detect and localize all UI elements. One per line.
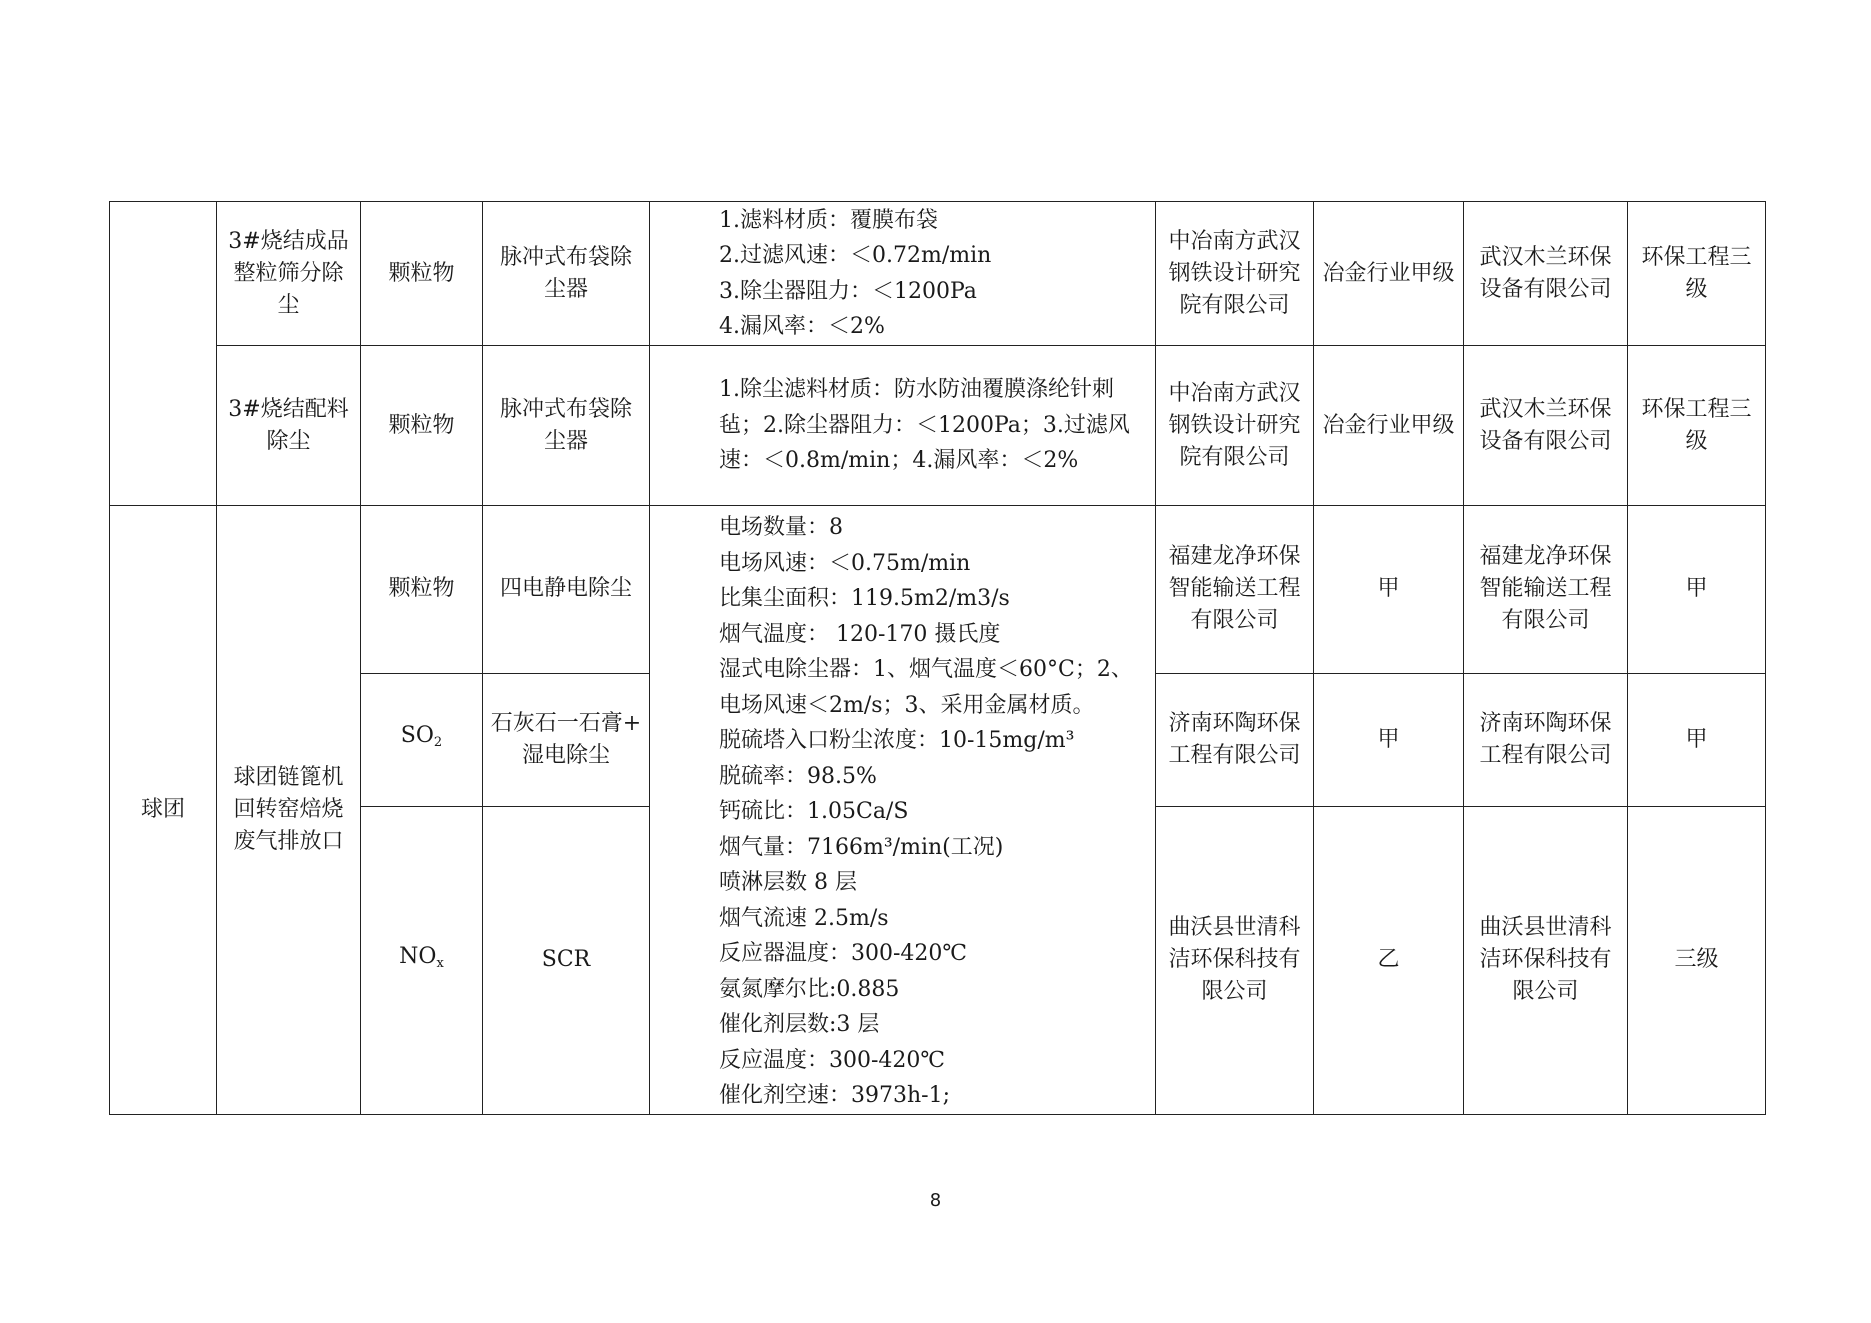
source-cell: 球团链篦机 回转窑焙烧 废气排放口 — [217, 506, 361, 1115]
builder-level-cell: 环保工程三 级 — [1628, 346, 1766, 506]
designer-level-cell: 甲 — [1314, 506, 1464, 674]
params-cell: 1.滤料材质：覆膜布袋 2.过滤风速：＜0.72m/min 3.除尘器阻力：＜1200Pa 4.漏风率：＜2% — [650, 202, 1156, 346]
pollutant-formula: NO — [399, 943, 437, 969]
builder-cell: 曲沃县世清科 洁环保科技有 限公司 — [1464, 807, 1628, 1114]
table-row — [110, 506, 1766, 674]
builder-cell: 武汉木兰环保 设备有限公司 — [1464, 202, 1628, 346]
technology-cell: 四电静电除尘 — [483, 506, 650, 674]
designer-level-cell: 冶金行业甲级 — [1314, 346, 1464, 506]
section-cell: 球团 — [110, 506, 217, 1115]
pollutant-cell — [361, 807, 483, 1114]
table-row — [110, 202, 1766, 346]
page-number: 8 — [929, 1190, 942, 1211]
designer-level-cell: 甲 — [1314, 673, 1464, 807]
builder-cell: 济南环陶环保 工程有限公司 — [1464, 673, 1628, 807]
builder-cell: 武汉木兰环保 设备有限公司 — [1464, 346, 1628, 506]
source-cell: 3#烧结成品 整粒筛分除 尘 — [217, 202, 361, 346]
technology-cell: 脉冲式布袋除 尘器 — [483, 346, 650, 506]
builder-level-cell: 三级 — [1628, 807, 1766, 1114]
technology-cell: 脉冲式布袋除 尘器 — [483, 202, 650, 346]
formula-subscript: x — [436, 955, 444, 971]
formula-subscript: 2 — [433, 735, 443, 751]
technology-cell: 石灰石一石膏+ 湿电除尘 — [483, 673, 650, 807]
builder-cell: 福建龙净环保 智能输送工程 有限公司 — [1464, 506, 1628, 674]
designer-cell: 曲沃县世清科 洁环保科技有 限公司 — [1156, 807, 1314, 1114]
designer-cell: 中冶南方武汉 钢铁设计研究 院有限公司 — [1156, 202, 1314, 346]
builder-level-cell: 甲 — [1628, 506, 1766, 674]
equipment-table — [109, 201, 1766, 1115]
source-cell: 3#烧结配料 除尘 — [217, 346, 361, 506]
designer-cell: 中冶南方武汉 钢铁设计研究 院有限公司 — [1156, 346, 1314, 506]
pollutant-cell — [361, 673, 483, 807]
designer-cell: 福建龙净环保 智能输送工程 有限公司 — [1156, 506, 1314, 674]
pollutant-cell: 颗粒物 — [361, 202, 483, 346]
pollutant-cell: 颗粒物 — [361, 346, 483, 506]
builder-level-cell: 环保工程三 级 — [1628, 202, 1766, 346]
pollutant-formula: SO — [400, 723, 434, 749]
table-row — [110, 346, 1766, 506]
designer-cell: 济南环陶环保 工程有限公司 — [1156, 673, 1314, 807]
pollutant-cell: 颗粒物 — [361, 506, 483, 674]
pellet-params-cell: 电场数量：8 电场风速：＜0.75m/min 比集尘面积：119.5m2/m3/s 烟气温度： 120-170 摄氏度 湿式电除尘器：1、烟气温度＜60°C；2、 电场风速＜2m/s；3、采用金属材质。 脱硫塔入口粉尘浓度：10-15mg/m³ 脱硫率：98.5% 钙硫比：1.05Ca/S 烟气量：7166m³/min(工况) 喷淋层数 8 层 烟气流速 2.5m/s 反应器温度：300-420℃ 氨氮摩尔比:0.885 催化剂层数:3 层 反应温度：300-420℃ 催化剂空速：3973h-1; — [650, 506, 1156, 1115]
builder-level-cell: 甲 — [1628, 673, 1766, 807]
section-cell — [110, 202, 217, 506]
params-cell: 1.除尘滤料材质：防水防油覆膜涤纶针刺毡；2.除尘器阻力：＜1200Pa；3.过滤风速：＜0.8m/min；4.漏风率：＜2% — [650, 346, 1156, 506]
designer-level-cell: 冶金行业甲级 — [1314, 202, 1464, 346]
designer-level-cell: 乙 — [1314, 807, 1464, 1114]
technology-cell: SCR — [483, 807, 650, 1114]
